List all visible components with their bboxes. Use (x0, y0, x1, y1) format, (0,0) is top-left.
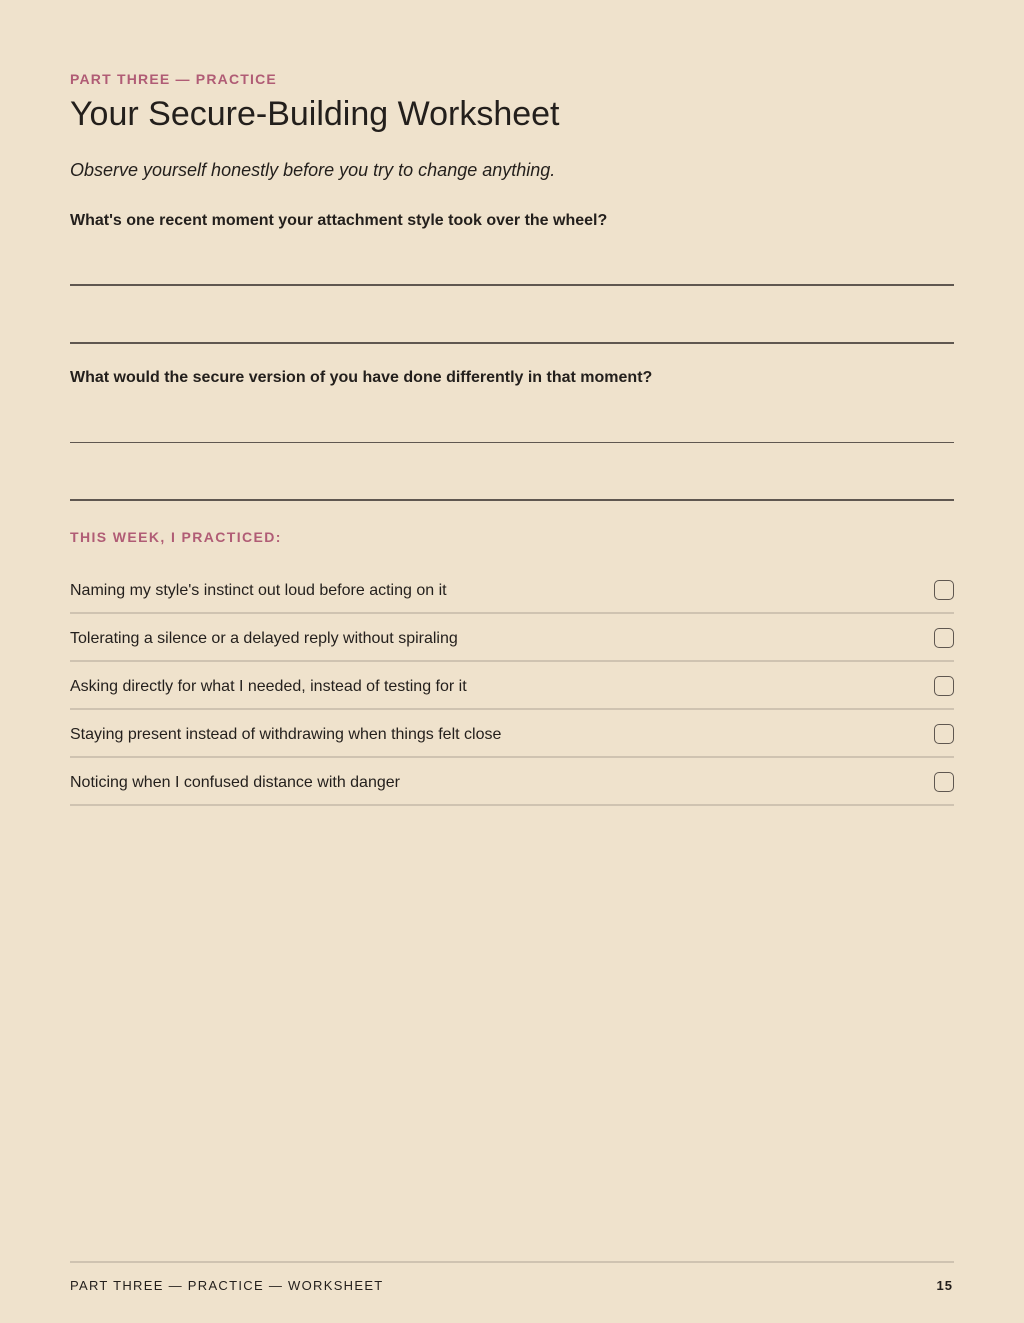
page-subtitle: Observe yourself honestly before you try to change anything. (70, 160, 556, 180)
practice-section-label: THIS WEEK, I PRACTICED: (70, 529, 282, 545)
footer-running-title: PART THREE — PRACTICE — WORKSHEET (70, 1278, 384, 1293)
checkbox[interactable] (934, 772, 954, 792)
answer-line-1a[interactable] (70, 284, 954, 286)
checklist-item-label: Naming my style's instinct out loud before acting on it (70, 582, 447, 599)
section-eyebrow: PART THREE — PRACTICE (70, 71, 277, 87)
checklist-item (70, 758, 954, 806)
checkbox[interactable] (934, 628, 954, 648)
answer-line-2a[interactable] (70, 442, 954, 443)
question-1: What's one recent moment your attachment style took over the wheel? (70, 212, 608, 229)
page-number: 15 (936, 1278, 953, 1293)
checklist-item-label: Noticing when I confused distance with danger (70, 774, 400, 791)
checklist-item-label: Staying present instead of withdrawing when things felt close (70, 726, 502, 743)
answer-line-2b[interactable] (70, 499, 954, 501)
checklist-item-label: Asking directly for what I needed, instead of testing for it (70, 678, 467, 695)
answer-line-1b[interactable] (70, 342, 954, 344)
checklist-item (70, 566, 954, 614)
checklist-item (70, 710, 954, 758)
checkbox[interactable] (934, 676, 954, 696)
checkbox[interactable] (934, 580, 954, 600)
checkbox[interactable] (934, 724, 954, 744)
page-title: Your Secure-Building Worksheet (70, 95, 560, 133)
footer-divider (70, 1261, 954, 1263)
checklist-item (70, 614, 954, 662)
checklist-item-label: Tolerating a silence or a delayed reply without spiraling (70, 630, 458, 647)
checklist-item (70, 662, 954, 710)
question-2: What would the secure version of you have done differently in that moment? (70, 369, 653, 386)
practice-checklist (70, 566, 954, 806)
